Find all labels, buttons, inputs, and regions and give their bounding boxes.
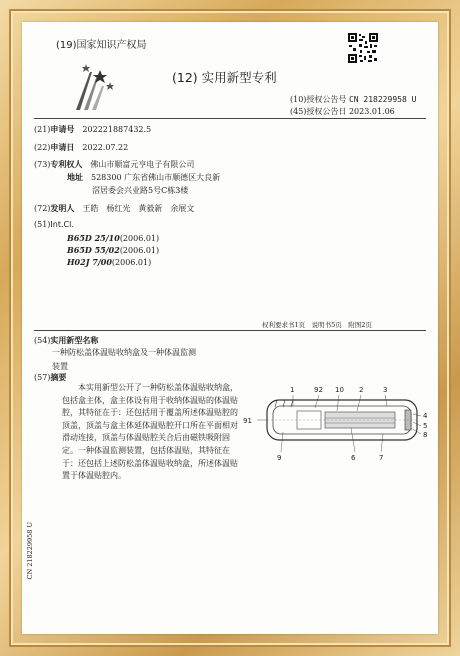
grant-date-label: 授权公告日 <box>306 107 347 116</box>
fig-label-6: 6 <box>351 454 356 462</box>
office-name <box>56 36 147 51</box>
ipc-header <box>34 220 74 229</box>
patent-type <box>172 68 277 86</box>
utility-title-line-1: 一种防松盖体温贴收纳盒及一种体温监测 <box>52 348 196 357</box>
app-number: 202221887432.5 <box>82 125 152 134</box>
ipc-version: (2006.01) <box>119 246 160 255</box>
patent-type-text: 实用新型专利 <box>201 70 277 85</box>
app-label: 申请号 <box>50 125 75 134</box>
cnipa-logo-icon <box>70 62 118 114</box>
inventor-code: (72) <box>34 204 51 213</box>
fig-label-9: 9 <box>277 454 282 462</box>
filed-label: 申请日 <box>50 143 75 152</box>
filed-date: 2022.07.22 <box>82 143 129 152</box>
utility-title-line-2: 装置 <box>52 362 68 371</box>
patent-type-code: (12) <box>172 70 198 85</box>
fig-label-4: 4 <box>423 412 428 420</box>
owner-label: 专利权人 <box>50 160 83 169</box>
owner-line <box>34 159 194 170</box>
ipc-entry <box>67 233 159 243</box>
grant-code: (10) <box>290 95 307 104</box>
header-divider <box>34 118 426 119</box>
device-cross-section-figure <box>237 370 432 470</box>
grant-date-line <box>290 106 395 117</box>
fig-label-3: 3 <box>383 386 388 394</box>
grant-date: 2023.01.06 <box>348 107 395 116</box>
fig-label-91: 91 <box>243 417 252 425</box>
ipc-code: (51) <box>34 220 51 229</box>
address-text-1: 528300 广东省佛山市顺德区大良新 <box>91 173 221 182</box>
grant-label: 授权公告号 <box>306 95 347 104</box>
office-code: (19) <box>56 40 77 51</box>
title-label: 实用新型名称 <box>50 336 99 345</box>
abstract-code: (57) <box>34 373 51 382</box>
qr-code-icon <box>347 32 379 64</box>
address-line-2: 滘居委会兴业路5号C栋3楼 <box>92 186 189 195</box>
grant-number-line <box>290 94 416 105</box>
owner-code: (73) <box>34 160 51 169</box>
fig-label-1: 1 <box>290 386 295 394</box>
ipc-class: B65D 25/10 <box>67 233 120 243</box>
fig-label-10: 10 <box>335 386 344 394</box>
abstract-divider <box>34 330 426 331</box>
fig-label-8: 8 <box>423 431 428 439</box>
grant-number: CN 218229958 U <box>348 95 417 104</box>
fig-label-92: 92 <box>314 386 323 394</box>
address-line-1 <box>67 172 220 183</box>
inventor-line <box>34 203 194 214</box>
ipc-version: (2006.01) <box>119 234 160 243</box>
abstract-text: 本实用新型公开了一种防松盖体温贴收纳盒，包括盒主体，盒主体设有用于收纳体温贴的体温贴腔，其特征在于：还包括用于覆盖所述体温贴腔的顶盖，顶盖与盒主体延体温贴腔开口所在平面相对滑动连接，顶盖与体温贴腔关合后由磁铁吸附固定。一种体温监测装置，包括体温贴，其特征在于：还包括上述防松盖体温贴收纳盒，所述体温贴置于体温贴腔内。 <box>62 383 238 481</box>
fig-label-2: 2 <box>359 386 364 394</box>
ipc-label: Int.Cl. <box>50 220 74 229</box>
filing-date-line <box>34 142 128 153</box>
patent-page <box>22 22 438 634</box>
ipc-entry <box>67 245 159 255</box>
grant-date-code: (45) <box>290 107 307 116</box>
fig-label-7: 7 <box>379 454 384 462</box>
filed-code: (22) <box>34 143 51 152</box>
ipc-entry <box>67 257 151 267</box>
inventor-label: 发明人 <box>50 204 75 213</box>
address-label: 地址 <box>67 173 83 182</box>
ipc-class: H02J 7/00 <box>67 257 112 267</box>
owner-name: 佛山市顺富元亨电子有限公司 <box>90 160 195 169</box>
side-publication-number: CN 218229958 U <box>26 522 34 580</box>
inventor-names: 王皓 杨红光 黄毅新 余展文 <box>82 204 195 213</box>
utility-title-header <box>34 335 98 346</box>
office-text: 国家知识产权局 <box>76 40 147 51</box>
ipc-version: (2006.01) <box>111 258 152 267</box>
page-count: 权利要求书1页 说明书5页 附图2页 <box>262 321 372 329</box>
fig-label-5: 5 <box>423 422 428 430</box>
application-number-line <box>34 124 151 135</box>
ipc-class: B65D 55/02 <box>67 245 120 255</box>
app-code: (21) <box>34 125 51 134</box>
title-code: (54) <box>34 336 51 345</box>
abstract-label: 摘要 <box>50 373 67 382</box>
